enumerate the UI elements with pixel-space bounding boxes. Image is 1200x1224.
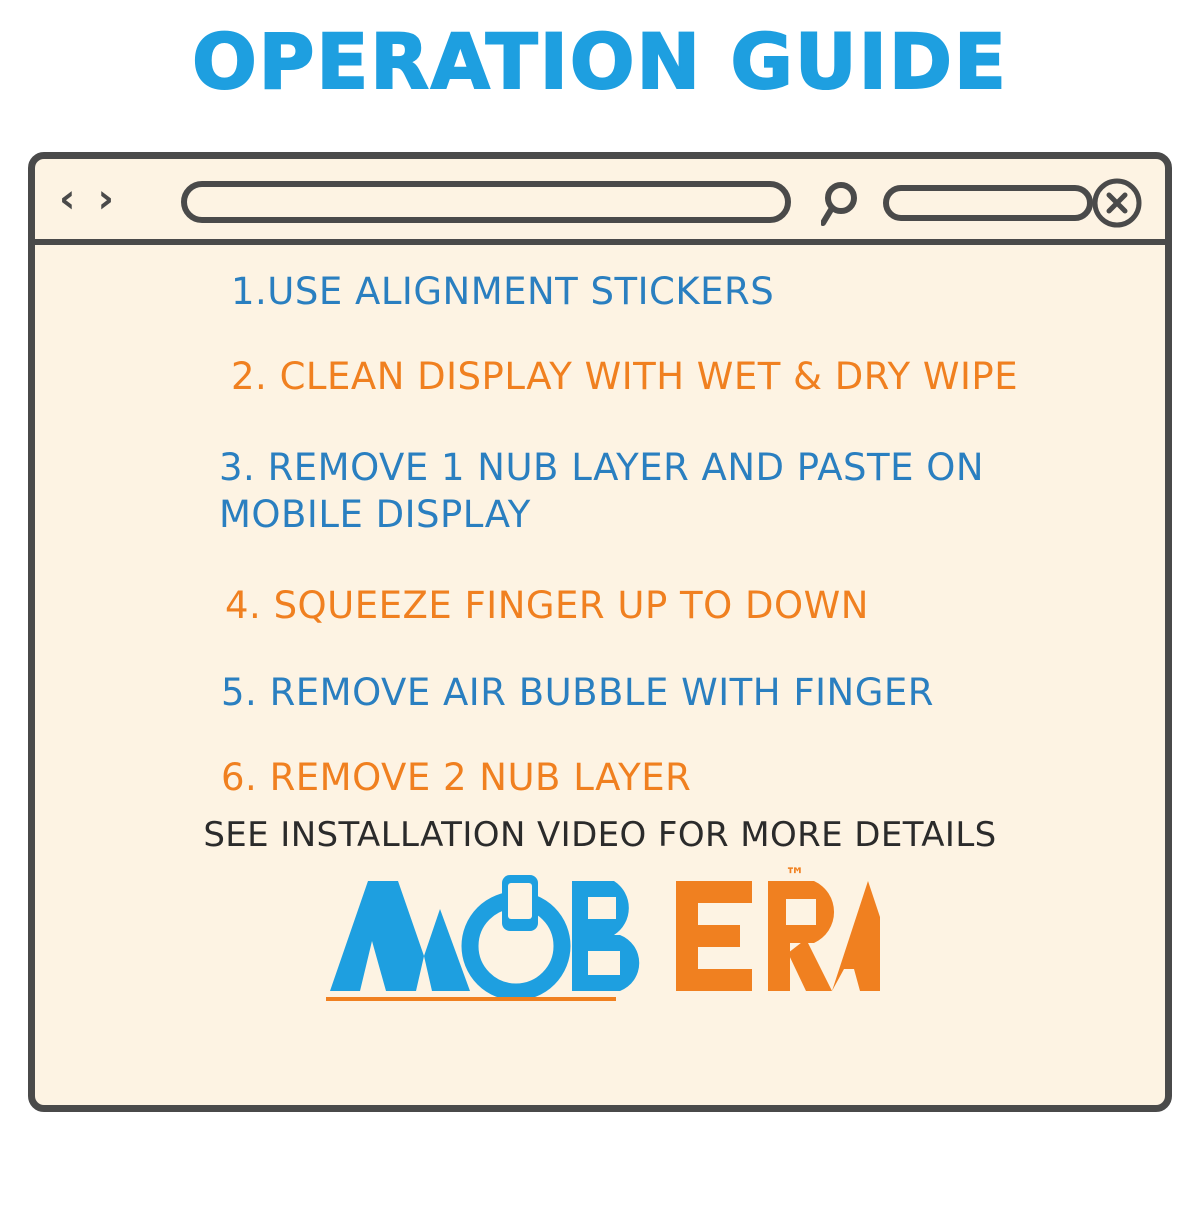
list-item: 1.USE ALIGNMENT STICKERS [231, 270, 775, 313]
search-icon[interactable] [821, 179, 867, 227]
back-arrow-icon[interactable]: ‹ [59, 176, 76, 222]
brand-logo [69, 861, 1131, 1001]
secondary-input[interactable] [883, 185, 1093, 221]
navigation-arrows [59, 176, 114, 222]
close-icon[interactable] [1091, 177, 1143, 229]
list-item: 2. CLEAN DISPLAY WITH WET & DRY WIPE [231, 355, 1019, 399]
trademark-symbol: ™ [785, 862, 805, 887]
browser-window-illustration [28, 152, 1172, 1112]
url-input[interactable] [181, 181, 791, 223]
steps-list [35, 245, 1165, 1001]
list-item: 4. SQUEEZE FINGER UP TO DOWN [225, 583, 869, 627]
browser-toolbar [35, 159, 1165, 245]
forward-arrow-icon[interactable]: › [97, 176, 114, 222]
footnote-text: SEE INSTALLATION VIDEO FOR MORE DETAILS [203, 814, 997, 855]
page-title: OPERATION GUIDE [192, 17, 1008, 106]
list-item: 3. REMOVE 1 NUB LAYER AND PASTE ON MOBILE DISPLAY [219, 445, 985, 537]
list-item: 6. REMOVE 2 NUB LAYER [221, 756, 692, 800]
list-item: 5. REMOVE AIR BUBBLE WITH FINGER [221, 671, 934, 715]
